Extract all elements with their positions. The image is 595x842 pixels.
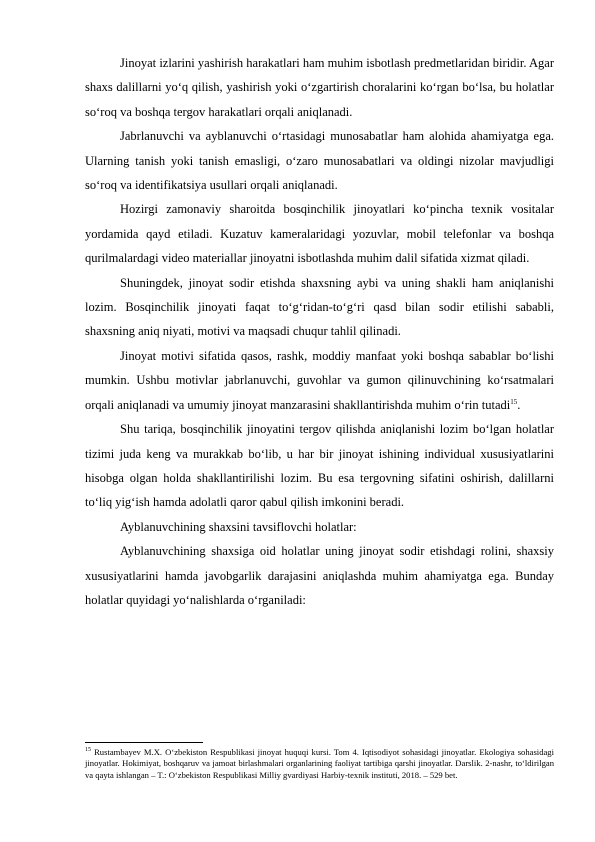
paragraph-5-end: . bbox=[517, 397, 521, 412]
paragraph-5 bbox=[85, 344, 554, 417]
footnote bbox=[85, 747, 554, 781]
paragraph-6: Shu tariqa, bosqinchilik jinoyatini tergov qilishda aniqlanishi lozim bo‘lgan holatlar tizimi juda keng va murakkab bo‘lib, u har bir jinoyat ishining individual xususiyatlarini hisobga olgan holda shakllantirilishi lozim. Bu esa tergovning sifatini oshirish, dalillarni to‘liq yig‘ish hamda adolatli qaror qabul qilish imkonini beradi. bbox=[85, 422, 554, 510]
footnote-reference[interactable]: 15 bbox=[510, 397, 518, 406]
paragraph-1: Jinoyat izlarini yashirish harakatlari ham muhim isbotlash predmetlaridan biridir. Agar shaxs dalillarni yo‘q qilish, yashirish yoki o‘zgartirish choralarini ko‘rgan bo‘lsa, bu holatlar so‘roq va boshqa tergov harakatlari orqali aniqlanadi. bbox=[85, 56, 554, 119]
footnote-number: 15 bbox=[85, 747, 91, 754]
body-text bbox=[85, 51, 554, 612]
paragraph-3: Hozirgi zamonaviy sharoitda bosqinchilik jinoyatlari ko‘pincha texnik vositalar yordamida qayd etiladi. Kuzatuv kameralaridagi yozuvlar, mobil telefonlar va boshqa qurilmalardagi video materiallar jinoyatni isbotlashda muhim dalil sifatida xizmat qiladi. bbox=[85, 202, 554, 266]
footnote-divider bbox=[85, 742, 203, 743]
paragraph-7: Ayblanuvchining shaxsiga oid holatlar uning jinoyat sodir etishdagi rolini, shaxsiy xususiyatlarini hamda javobgarlik darajasini aniqlashda muhim ahamiyatga ega. Bunday holatlar quyidagi yo‘nalishlarda o‘rganiladi: bbox=[85, 544, 554, 607]
section-heading: Ayblanuvchining shaxsini tavsiflovchi holatlar: bbox=[120, 519, 357, 534]
paragraph-5-text: Jinoyat motivi sifatida qasos, rashk, moddiy manfaat yoki boshqa sabablar bo‘lishi mumkin. Ushbu motivlar jabrlanuvchi, guvohlar va gumon qilinuvchining ko‘rsatmalari orqali aniqlanadi va umumiy jinoyat manzarasini shakllantirishda muhim o‘rin tutadi bbox=[85, 348, 554, 412]
paragraph-2: Jabrlanuvchi va ayblanuvchi o‘rtasidagi munosabatlar ham alohida ahamiyatga ega. Ularning tanish yoki tanish emasligi, o‘zaro munosabatlari va oldingi nizolar mavjudligi so‘roq va identifikatsiya usullari orqali aniqlanadi. bbox=[85, 129, 554, 193]
paragraph-4: Shuningdek, jinoyat sodir etishda shaxsning aybi va uning shakli ham aniqlanishi lozim. Bosqinchilik jinoyati faqat to‘g‘ridan-to‘g‘ri qasd bilan sodir etilishi sababli, shaxsning aniq niyati, motivi va maqsadi chuqur tahlil qilinadi. bbox=[85, 275, 554, 339]
footnote-text: Rustambayev M.X. O‘zbekiston Respublikasi jinoyat huquqi kursi. Tom 4. Iqtisodiyot sohasidagi jinoyatlar. Ekologiya sohasidagi jinoyatlar. Hokimiyat, boshqaruv va jamoat birlashmalari organlarining faoliyat tartibiga qarshi jinoyatlar. Darslik. 2-nashr, to‘ldirilgan va qayta ishlangan – T.: O‘zbekiston Respublikasi Milliy gvardiyasi Harbiy-texnik instituti, 2018. – 529 bet. bbox=[85, 747, 554, 780]
